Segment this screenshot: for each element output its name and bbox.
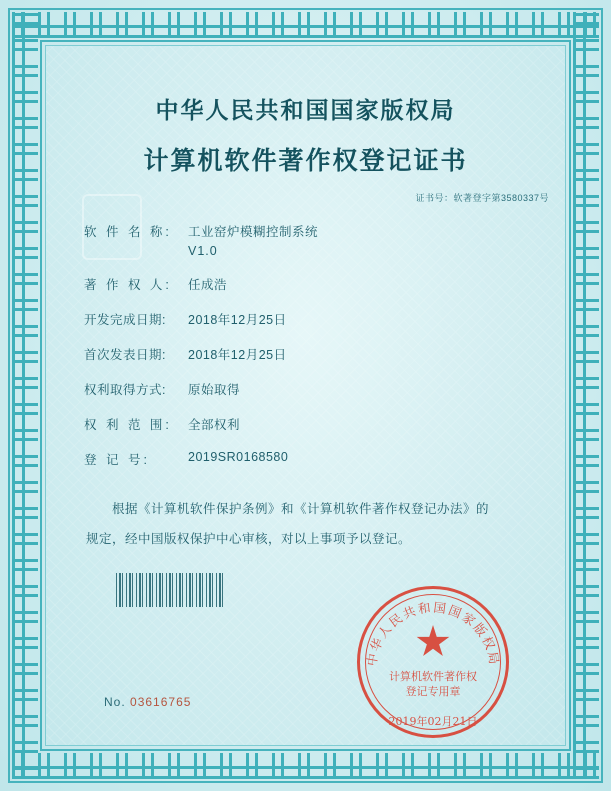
- field-label: 软 件 名 称:: [84, 225, 172, 239]
- seal-center-text: [360, 669, 506, 699]
- border-ornament-top: [12, 12, 599, 38]
- field-registration-number: [84, 450, 565, 468]
- field-value-text: 工业窑炉模糊控制系统: [188, 225, 319, 239]
- border-ornament-right: [573, 12, 599, 779]
- field-copyright-owner: [84, 275, 565, 293]
- field-value-version: V1.0: [188, 244, 218, 258]
- statement-line-2: 规定，经中国版权保护中心审核，对以上事项予以登记。: [86, 532, 412, 546]
- field-label: 权 利 范 围:: [84, 418, 172, 432]
- certificate-number-value: 软著登字第3580337号: [453, 193, 549, 203]
- serial-label: No.: [104, 695, 126, 709]
- field-value: 2018年12月25日: [188, 348, 287, 362]
- certificate-number-label: 证书号：: [415, 193, 454, 203]
- statement-paragraph: [46, 494, 565, 554]
- seal-arc-label: 中华人民共和国国家版权局: [363, 599, 503, 668]
- seal-line-1: 计算机软件著作权: [389, 670, 477, 683]
- serial-value: 03616765: [130, 695, 192, 709]
- official-seal: [357, 586, 509, 738]
- field-label: 权利取得方式:: [84, 383, 166, 397]
- certificate-content: [46, 46, 565, 745]
- serial-number: [104, 695, 191, 709]
- field-label: 登 记 号:: [84, 453, 150, 467]
- issuer-title: 中华人民共和国国家版权局: [155, 97, 456, 124]
- statement-line-1: 根据《计算机软件保护条例》和《计算机软件著作权登记办法》的: [112, 502, 490, 516]
- border-ornament-bottom: [12, 753, 599, 779]
- field-label: 著 作 权 人:: [84, 278, 172, 292]
- emblem-watermark: [82, 194, 142, 260]
- field-first-publication-date: [84, 345, 565, 363]
- document-title: 计算机软件著作权登记证书: [143, 146, 468, 175]
- field-software-name: [84, 222, 565, 258]
- field-value: [188, 222, 565, 258]
- seal-line-2: 登记专用章: [405, 685, 461, 698]
- field-value: 2019SR0168580: [188, 450, 289, 464]
- field-label: 首次发表日期:: [84, 348, 166, 362]
- field-value: 原始取得: [188, 383, 241, 397]
- field-development-date: [84, 310, 565, 328]
- field-rights-scope: [84, 415, 565, 433]
- field-acquisition-method: [84, 380, 565, 398]
- barcode: [116, 573, 226, 607]
- field-value: 全部权利: [188, 418, 241, 432]
- title-block: [46, 46, 565, 177]
- field-value: 2018年12月25日: [188, 313, 287, 327]
- border-ornament-left: [12, 12, 38, 779]
- seal-date: 2019年02月21日: [388, 715, 478, 728]
- field-label: 开发完成日期:: [84, 313, 166, 327]
- field-value: 任成浩: [188, 278, 228, 292]
